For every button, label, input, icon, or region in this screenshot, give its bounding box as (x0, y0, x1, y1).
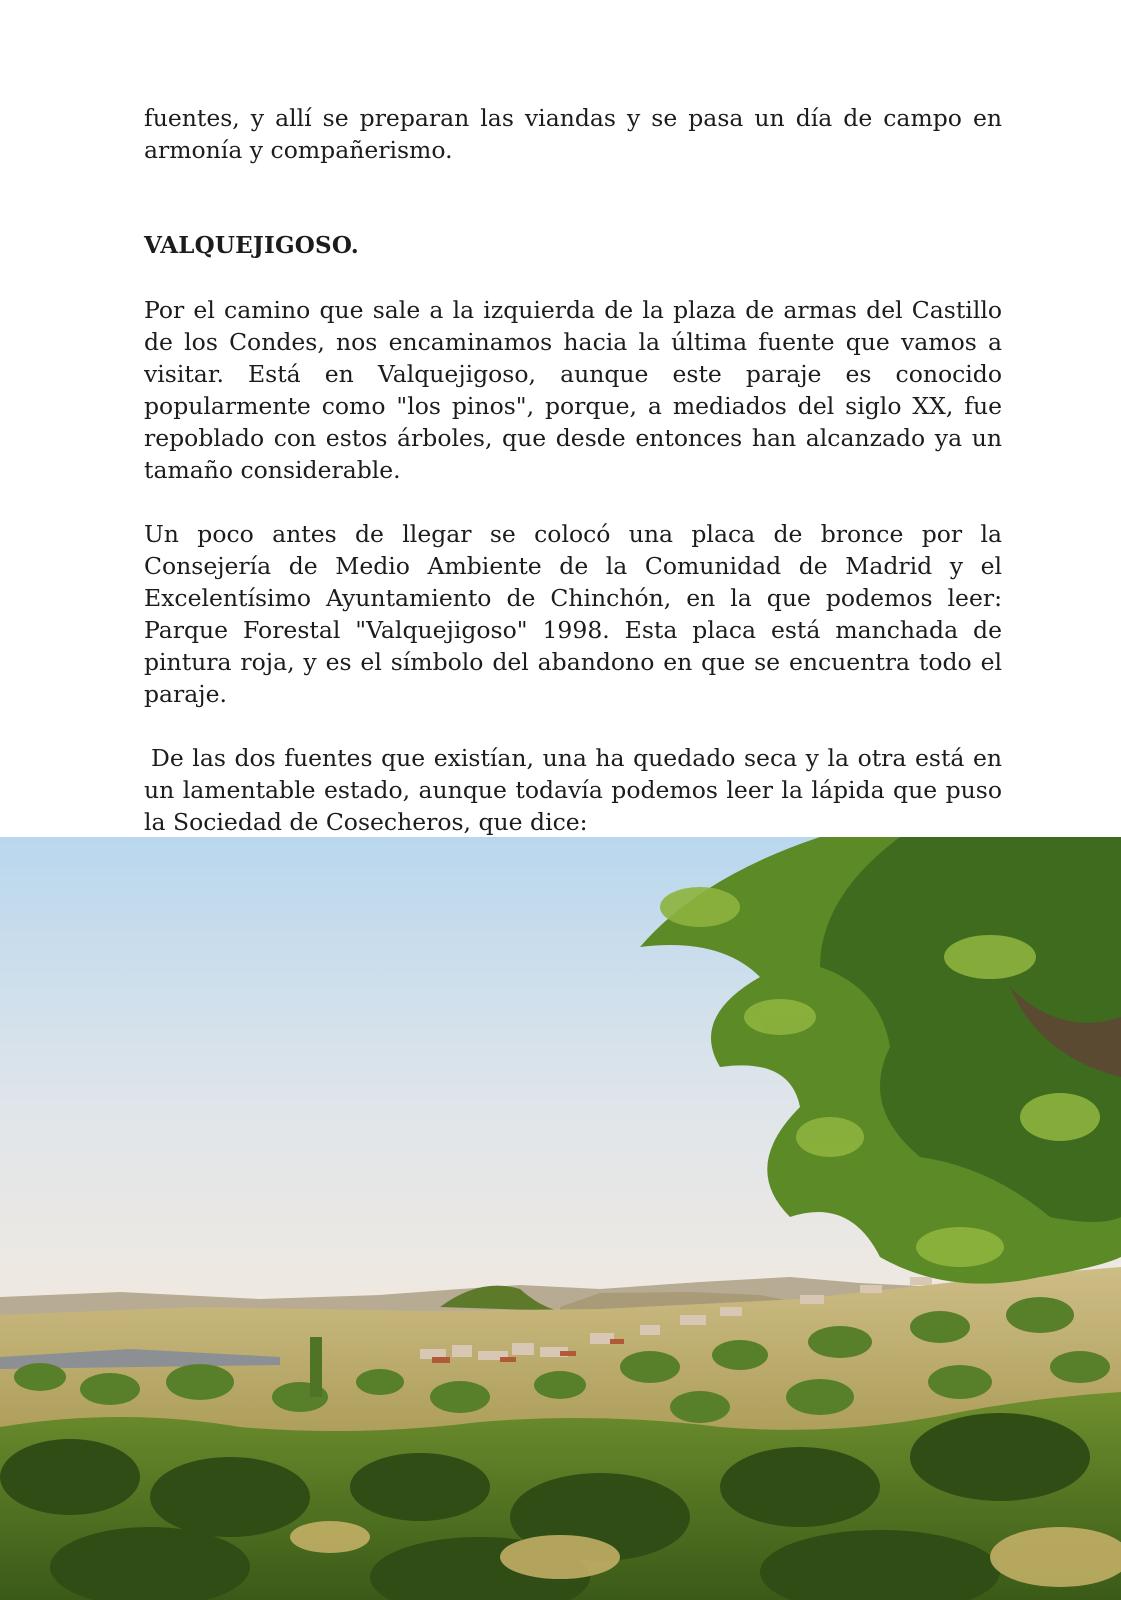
landscape-photo (0, 837, 1121, 1600)
body-text (144, 102, 1002, 870)
paragraph-intro: fuentes, y allí se preparan las viandas y se pasa un día de campo en armonía y compañerismo. (144, 104, 1002, 164)
paragraph-2: Un poco antes de llegar se colocó una placa de bronce por la Consejería de Medio Ambiente de la Comunidad de Madrid y el Excelentísimo Ayuntamiento de Chinchón, en la que podemos leer: Parque Forestal "Valquejigoso" 1998. Esta placa está manchada de pintura roja, y es el símbolo del abandono en que se encuentra todo el paraje. (144, 520, 1002, 708)
section-heading: VALQUEJIGOSO. (144, 232, 359, 259)
paragraph-3: De las dos fuentes que existían, una ha quedado seca y la otra está en un lamentable estado, aunque todavía podemos leer la lápida que puso la Sociedad de Cosecheros, que dice: (144, 744, 1002, 836)
paragraph-1: Por el camino que sale a la izquierda de la plaza de armas del Castillo de los Condes, nos encaminamos hacia la última fuente que vamos a visitar. Está en Valquejigoso, aunque este paraje es conocido popularmente como "los pinos", porque, a mediados del siglo XX, fue repoblado con estos árboles, que desde entonces han alcanzado ya un tamaño considerable. (144, 296, 1002, 484)
